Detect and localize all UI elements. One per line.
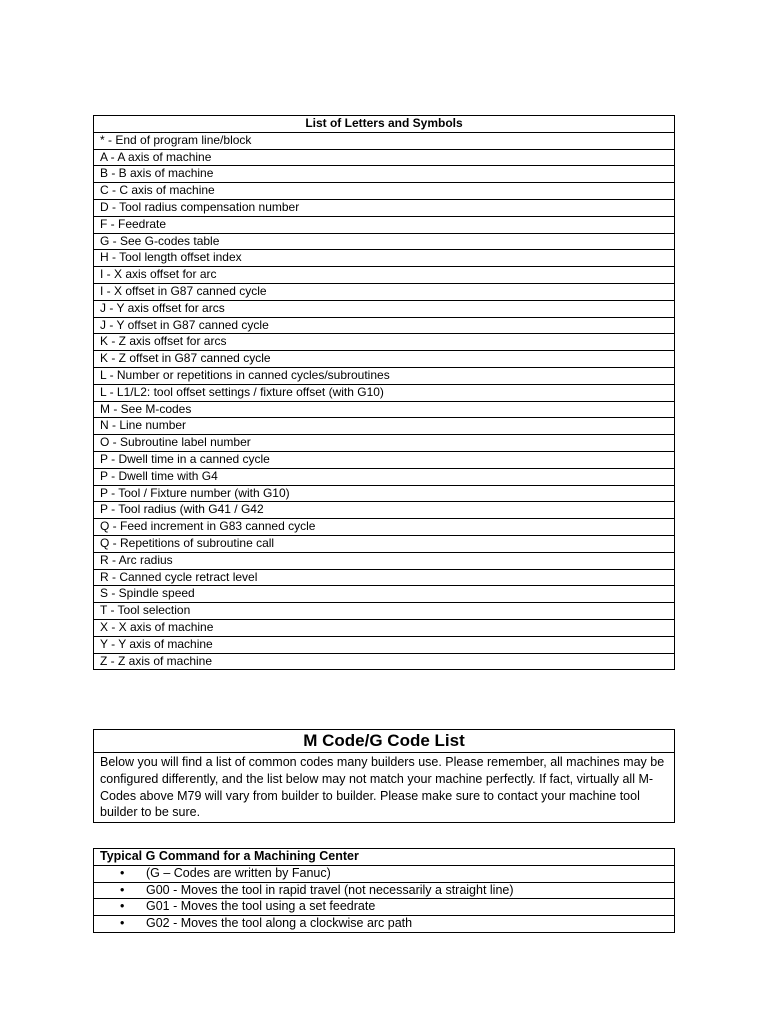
table-row (94, 653, 675, 670)
letter-symbol-entry: J - Y offset in G87 canned cycle (94, 317, 675, 334)
mcode-gcode-intro-table (93, 729, 675, 823)
mcode-list-title: M Code/G Code List (94, 730, 675, 753)
table-row (94, 535, 675, 552)
g-command-entry (94, 916, 675, 933)
table-row (94, 882, 675, 899)
letter-symbol-entry: J - Y axis offset for arcs (94, 300, 675, 317)
letter-symbol-entry: B - B axis of machine (94, 166, 675, 183)
letter-symbol-entry: * - End of program line/block (94, 132, 675, 149)
table-row (94, 603, 675, 620)
table-row (94, 569, 675, 586)
table-row (94, 149, 675, 166)
letter-symbol-entry: P - Tool radius (with G41 / G42 (94, 502, 675, 519)
letter-symbol-entry: N - Line number (94, 418, 675, 435)
g-command-entry (94, 865, 675, 882)
letter-symbol-entry: Z - Z axis of machine (94, 653, 675, 670)
g-command-table-body (94, 865, 675, 932)
table-row (94, 199, 675, 216)
letter-symbol-entry: X - X axis of machine (94, 619, 675, 636)
table-row (94, 468, 675, 485)
g-command-entry (94, 882, 675, 899)
letter-symbol-entry: L - L1/L2: tool offset settings / fixture offset (with G10) (94, 384, 675, 401)
letter-symbol-entry: P - Tool / Fixture number (with G10) (94, 485, 675, 502)
table-header-row (94, 849, 675, 866)
letter-symbol-entry: L - Number or repetitions in canned cycles/subroutines (94, 367, 675, 384)
table-row (94, 519, 675, 536)
letter-symbol-entry: G - See G-codes table (94, 233, 675, 250)
g-command-text: G02 - Moves the tool along a clockwise arc path (146, 916, 413, 931)
g-command-text: (G – Codes are written by Fanuc) (146, 865, 331, 880)
g-command-text: G01 - Moves the tool using a set feedrate (146, 899, 376, 914)
letter-symbol-entry: F - Feedrate (94, 216, 675, 233)
letter-symbol-entry: O - Subroutine label number (94, 435, 675, 452)
letter-symbol-entry: H - Tool length offset index (94, 250, 675, 267)
table-row (94, 586, 675, 603)
table-row (94, 384, 675, 401)
letter-symbol-entry: K - Z axis offset for arcs (94, 334, 675, 351)
letter-symbol-entry: Y - Y axis of machine (94, 636, 675, 653)
table-row (94, 916, 675, 933)
letter-symbol-entry: S - Spindle speed (94, 586, 675, 603)
letter-symbol-entry: D - Tool radius compensation number (94, 199, 675, 216)
table-row (94, 183, 675, 200)
letter-symbol-entry: K - Z offset in G87 canned cycle (94, 351, 675, 368)
table-row (94, 317, 675, 334)
table-row (94, 865, 675, 882)
letter-symbol-entry: R - Arc radius (94, 552, 675, 569)
bullet-icon: • (120, 882, 125, 897)
table-row (94, 619, 675, 636)
letter-symbol-entry: P - Dwell time in a canned cycle (94, 451, 675, 468)
table-row (94, 753, 675, 823)
letter-symbol-entry: Q - Repetitions of subroutine call (94, 535, 675, 552)
table-row (94, 636, 675, 653)
table-row (94, 435, 675, 452)
table-row (94, 166, 675, 183)
letter-symbol-entry: R - Canned cycle retract level (94, 569, 675, 586)
letter-symbol-entry: A - A axis of machine (94, 149, 675, 166)
table-row (94, 351, 675, 368)
letters-table-body (94, 132, 675, 670)
bullet-icon: • (120, 865, 125, 880)
g-command-entry (94, 899, 675, 916)
table-header-row (94, 116, 675, 133)
table-row (94, 502, 675, 519)
letter-symbol-entry: T - Tool selection (94, 603, 675, 620)
letter-symbol-entry: M - See M-codes (94, 401, 675, 418)
table-row (94, 216, 675, 233)
letter-symbol-entry: I - X offset in G87 canned cycle (94, 283, 675, 300)
table-row (94, 552, 675, 569)
bullet-icon: • (120, 916, 125, 931)
table-row (94, 267, 675, 284)
table-row (94, 334, 675, 351)
table-row (94, 451, 675, 468)
table-row (94, 401, 675, 418)
table-row (94, 899, 675, 916)
g-command-text: G00 - Moves the tool in rapid travel (not necessarily a straight line) (146, 882, 514, 897)
letters-table-header: List of Letters and Symbols (94, 116, 675, 133)
g-command-table (93, 848, 675, 933)
table-row (94, 250, 675, 267)
g-command-table-header: Typical G Command for a Machining Center (94, 849, 675, 866)
bullet-icon: • (120, 899, 125, 914)
letter-symbol-entry: Q - Feed increment in G83 canned cycle (94, 519, 675, 536)
table-row (94, 730, 675, 753)
letter-symbol-entry: C - C axis of machine (94, 183, 675, 200)
letters-symbols-table (93, 115, 675, 670)
letter-symbol-entry: I - X axis offset for arc (94, 267, 675, 284)
table-row (94, 300, 675, 317)
mcode-intro-paragraph: Below you will find a list of common codes many builders use. Please remember, all machines may be configured differently, and the list below may not match your machine perfectly. If fact, virtually all M-Codes above M79 will vary from builder to builder. Please make sure to contact your machine tool builder to be sure. (94, 753, 675, 823)
table-row (94, 233, 675, 250)
table-row (94, 418, 675, 435)
letter-symbol-entry: P - Dwell time with G4 (94, 468, 675, 485)
table-row (94, 132, 675, 149)
table-row (94, 485, 675, 502)
table-row (94, 283, 675, 300)
table-row (94, 367, 675, 384)
